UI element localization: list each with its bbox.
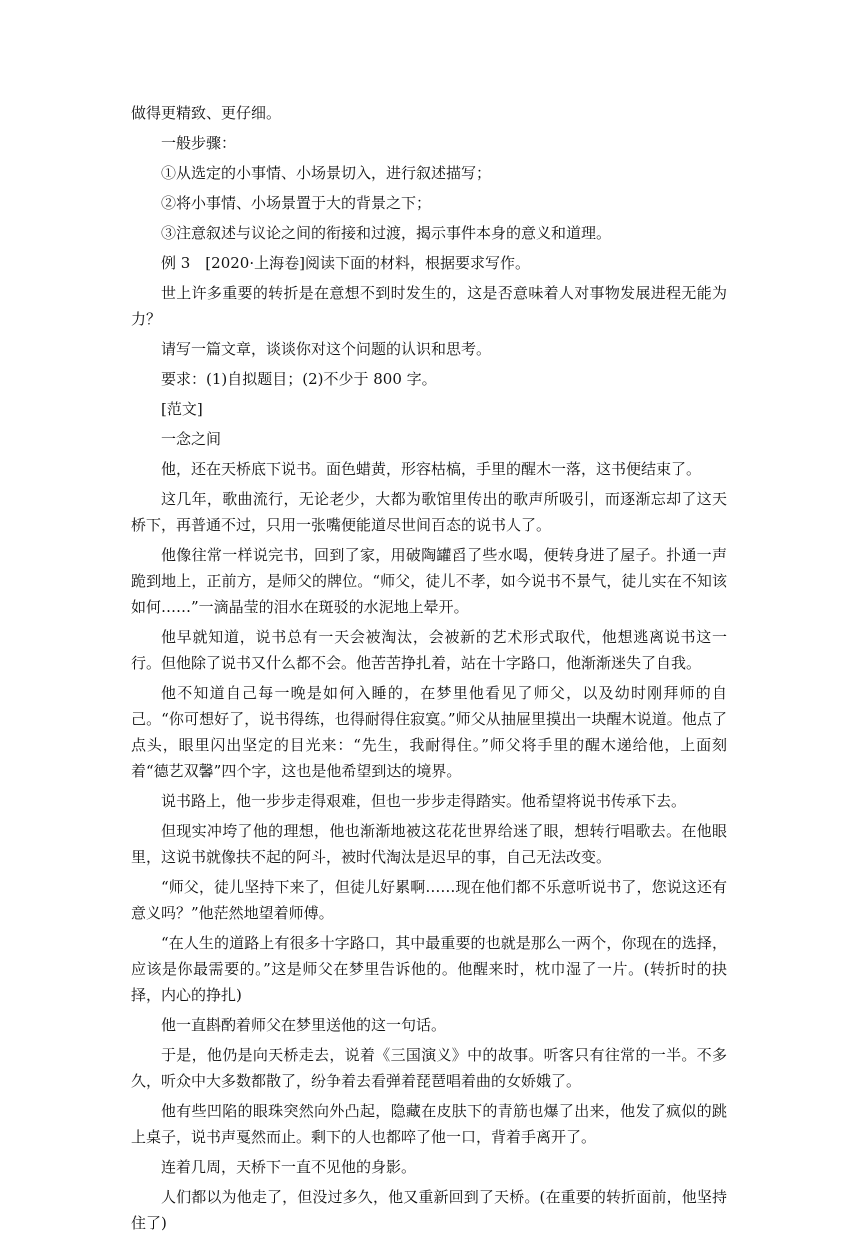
step-1: ①从选定的小事情、小场景切入，进行叙述描写； — [161, 164, 492, 182]
sample-label: [范文] — [161, 400, 203, 418]
essay-paragraph: 人们都以为他走了，但没过多久，他又重新回到了天桥。(在重要的转折面前，他坚持住了) — [131, 1188, 727, 1232]
prompt-2: 请写一篇文章，谈谈你对这个问题的认识和思考。 — [161, 340, 492, 358]
essay-paragraph: 连着几周，天桥下一直不见他的身影。 — [161, 1158, 417, 1176]
document-page — [131, 100, 727, 1240]
essay-paragraph: 他有些凹陷的眼珠突然向外凸起，隐藏在皮肤下的青筋也爆了出来，他发了疯似的跳上桌子，说书声戛然而止。剩下的人也都啐了他一口，背着手离开了。 — [131, 1102, 727, 1146]
step-2: ②将小事情、小场景置于大的背景之下； — [161, 194, 432, 212]
intro-continuation: 做得更精致、更仔细。 — [131, 104, 282, 122]
steps-heading: 一般步骤： — [161, 134, 237, 152]
essay-title: 一念之间 — [161, 430, 222, 448]
essay-paragraph: 这几年，歌曲流行，无论老少，大都为歌馆里传出的歌声所吸引，而逐渐忘却了这天桥下，再普通不过，只用一张嘴便能道尽世间百态的说书人了。 — [131, 490, 727, 534]
example-label: 例 3 [2020·上海卷]阅读下面的材料，根据要求写作。 — [161, 254, 530, 272]
essay-paragraph: “师父，徒儿坚持下来了，但徒儿好累啊……现在他们都不乐意听说书了，您说这还有意义吗？”他茫然地望着师傅。 — [131, 878, 727, 922]
essay-paragraph: 他像往常一样说完书，回到了家，用破陶罐舀了些水喝，便转身进了屋子。扑通一声跪到地上，正前方，是师父的牌位。“师父，徒儿不孝，如今说书不景气，徒儿实在不知该如何……”一滴晶莹的泪水在斑驳的水泥地上晕开。 — [131, 546, 727, 616]
essay-paragraph: 于是，他仍是向天桥走去，说着《三国演义》中的故事。听客只有往常的一半。不多久，听众中大多数都散了，纷争着去看弹着琵琶唱着曲的女娇娥了。 — [131, 1046, 727, 1090]
essay-paragraph: “在人生的道路上有很多十字路口，其中最重要的也就是那么一两个，你现在的选择，应该是你最需要的。”这是师父在梦里告诉他的。他醒来时，枕巾湿了一片。(转折时的抉择，内心的挣扎) — [131, 934, 727, 1004]
prompt-1: 世上许多重要的转折是在意想不到时发生的，这是否意味着人对事物发展进程无能为力？ — [131, 284, 727, 328]
essay-paragraph: 他，还在天桥底下说书。面色蜡黄，形容枯槁，手里的醒木一落，这书便结束了。 — [161, 460, 702, 478]
requirements: 要求：(1)自拟题目；(2)不少于 800 字。 — [161, 370, 437, 388]
essay-paragraph: 说书路上，他一步步走得艰难，但也一步步走得踏实。他希望将说书传承下去。 — [161, 792, 687, 810]
essay-paragraph: 他不知道自己每一晚是如何入睡的，在梦里他看见了师父，以及幼时刚拜师的自己。“你可想好了，说书得练，也得耐得住寂寞。”师父从抽屉里摸出一块醒木说道。他点了点头，眼里闪出坚定的目光来：“先生，我耐得住。”师父将手里的醒木递给他，上面刻着“德艺双馨”四个字，这也是他希望到达的境界。 — [131, 684, 727, 780]
essay-paragraph: 但现实冲垮了他的理想，他也渐渐地被这花花世界给迷了眼，想转行唱歌去。在他眼里，这说书就像扶不起的阿斗，被时代淘汰是迟早的事，自己无法改变。 — [131, 822, 727, 866]
essay-paragraph: 他一直斟酌着师父在梦里送他的这一句话。 — [161, 1016, 447, 1034]
step-3: ③注意叙述与议论之间的衔接和过渡，揭示事件本身的意义和道理。 — [161, 224, 612, 242]
essay-paragraph: 他早就知道，说书总有一天会被淘汰，会被新的艺术形式取代，他想逃离说书这一行。但他除了说书又什么都不会。他苦苦挣扎着，站在十字路口，他渐渐迷失了自我。 — [131, 628, 727, 672]
